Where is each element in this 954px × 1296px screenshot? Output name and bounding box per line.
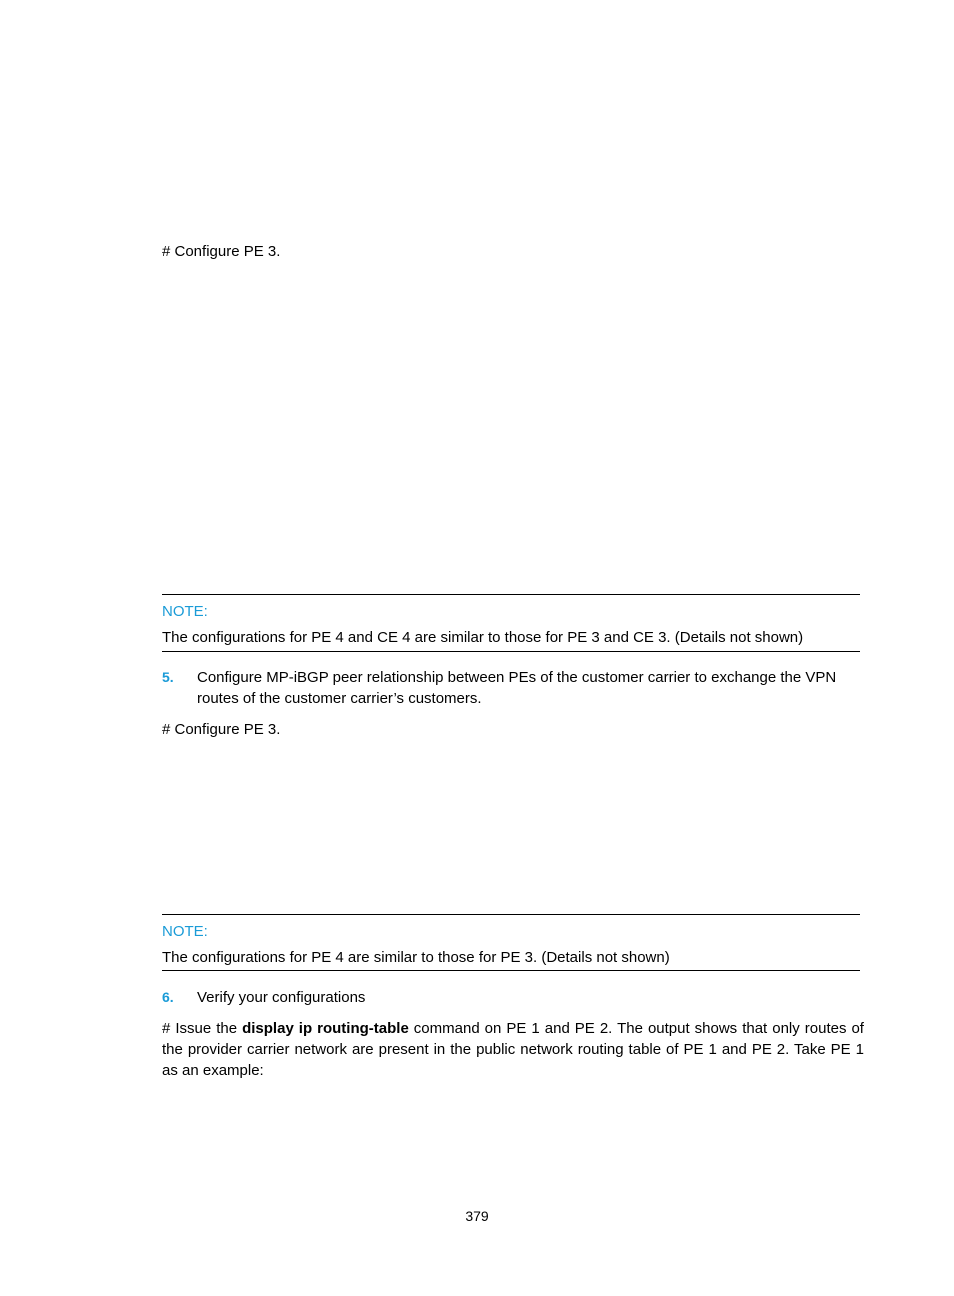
note-label: NOTE: — [162, 603, 208, 620]
note-box-1 — [162, 594, 860, 652]
issue-prefix: # Issue the — [162, 1020, 243, 1037]
note-box-2 — [162, 914, 860, 971]
step-text-6: Verify your configurations — [197, 989, 366, 1006]
step-text-5: Configure MP-iBGP peer relationship between PEs of the customer carrier to exchange the VPN routes of the customer carrier’s customers. — [197, 669, 837, 707]
step-number-6: 6. — [162, 989, 174, 1005]
note-text: The configurations for PE 4 are similar to those for PE 3. (Details not shown) — [162, 949, 670, 966]
configure-pe3-text-1: # Configure PE 3. — [162, 243, 281, 260]
page-number: 379 — [465, 1208, 489, 1224]
issue-suffix: command on PE 1 and PE 2. The output shows that only routes of the provider carrier network are present in the public network routing table of PE 1 and PE 2. Take PE 1 as an example: — [162, 1020, 864, 1079]
note-text: The configurations for PE 4 and CE 4 are similar to those for PE 3 and CE 3. (Details not shown) — [162, 629, 804, 646]
command-name: display ip routing-table — [242, 1020, 409, 1037]
note-label: NOTE: — [162, 923, 208, 940]
step-number-5: 5. — [162, 669, 174, 685]
issue-command-paragraph — [162, 1018, 864, 1081]
configure-pe3-text-2: # Configure PE 3. — [162, 721, 281, 738]
